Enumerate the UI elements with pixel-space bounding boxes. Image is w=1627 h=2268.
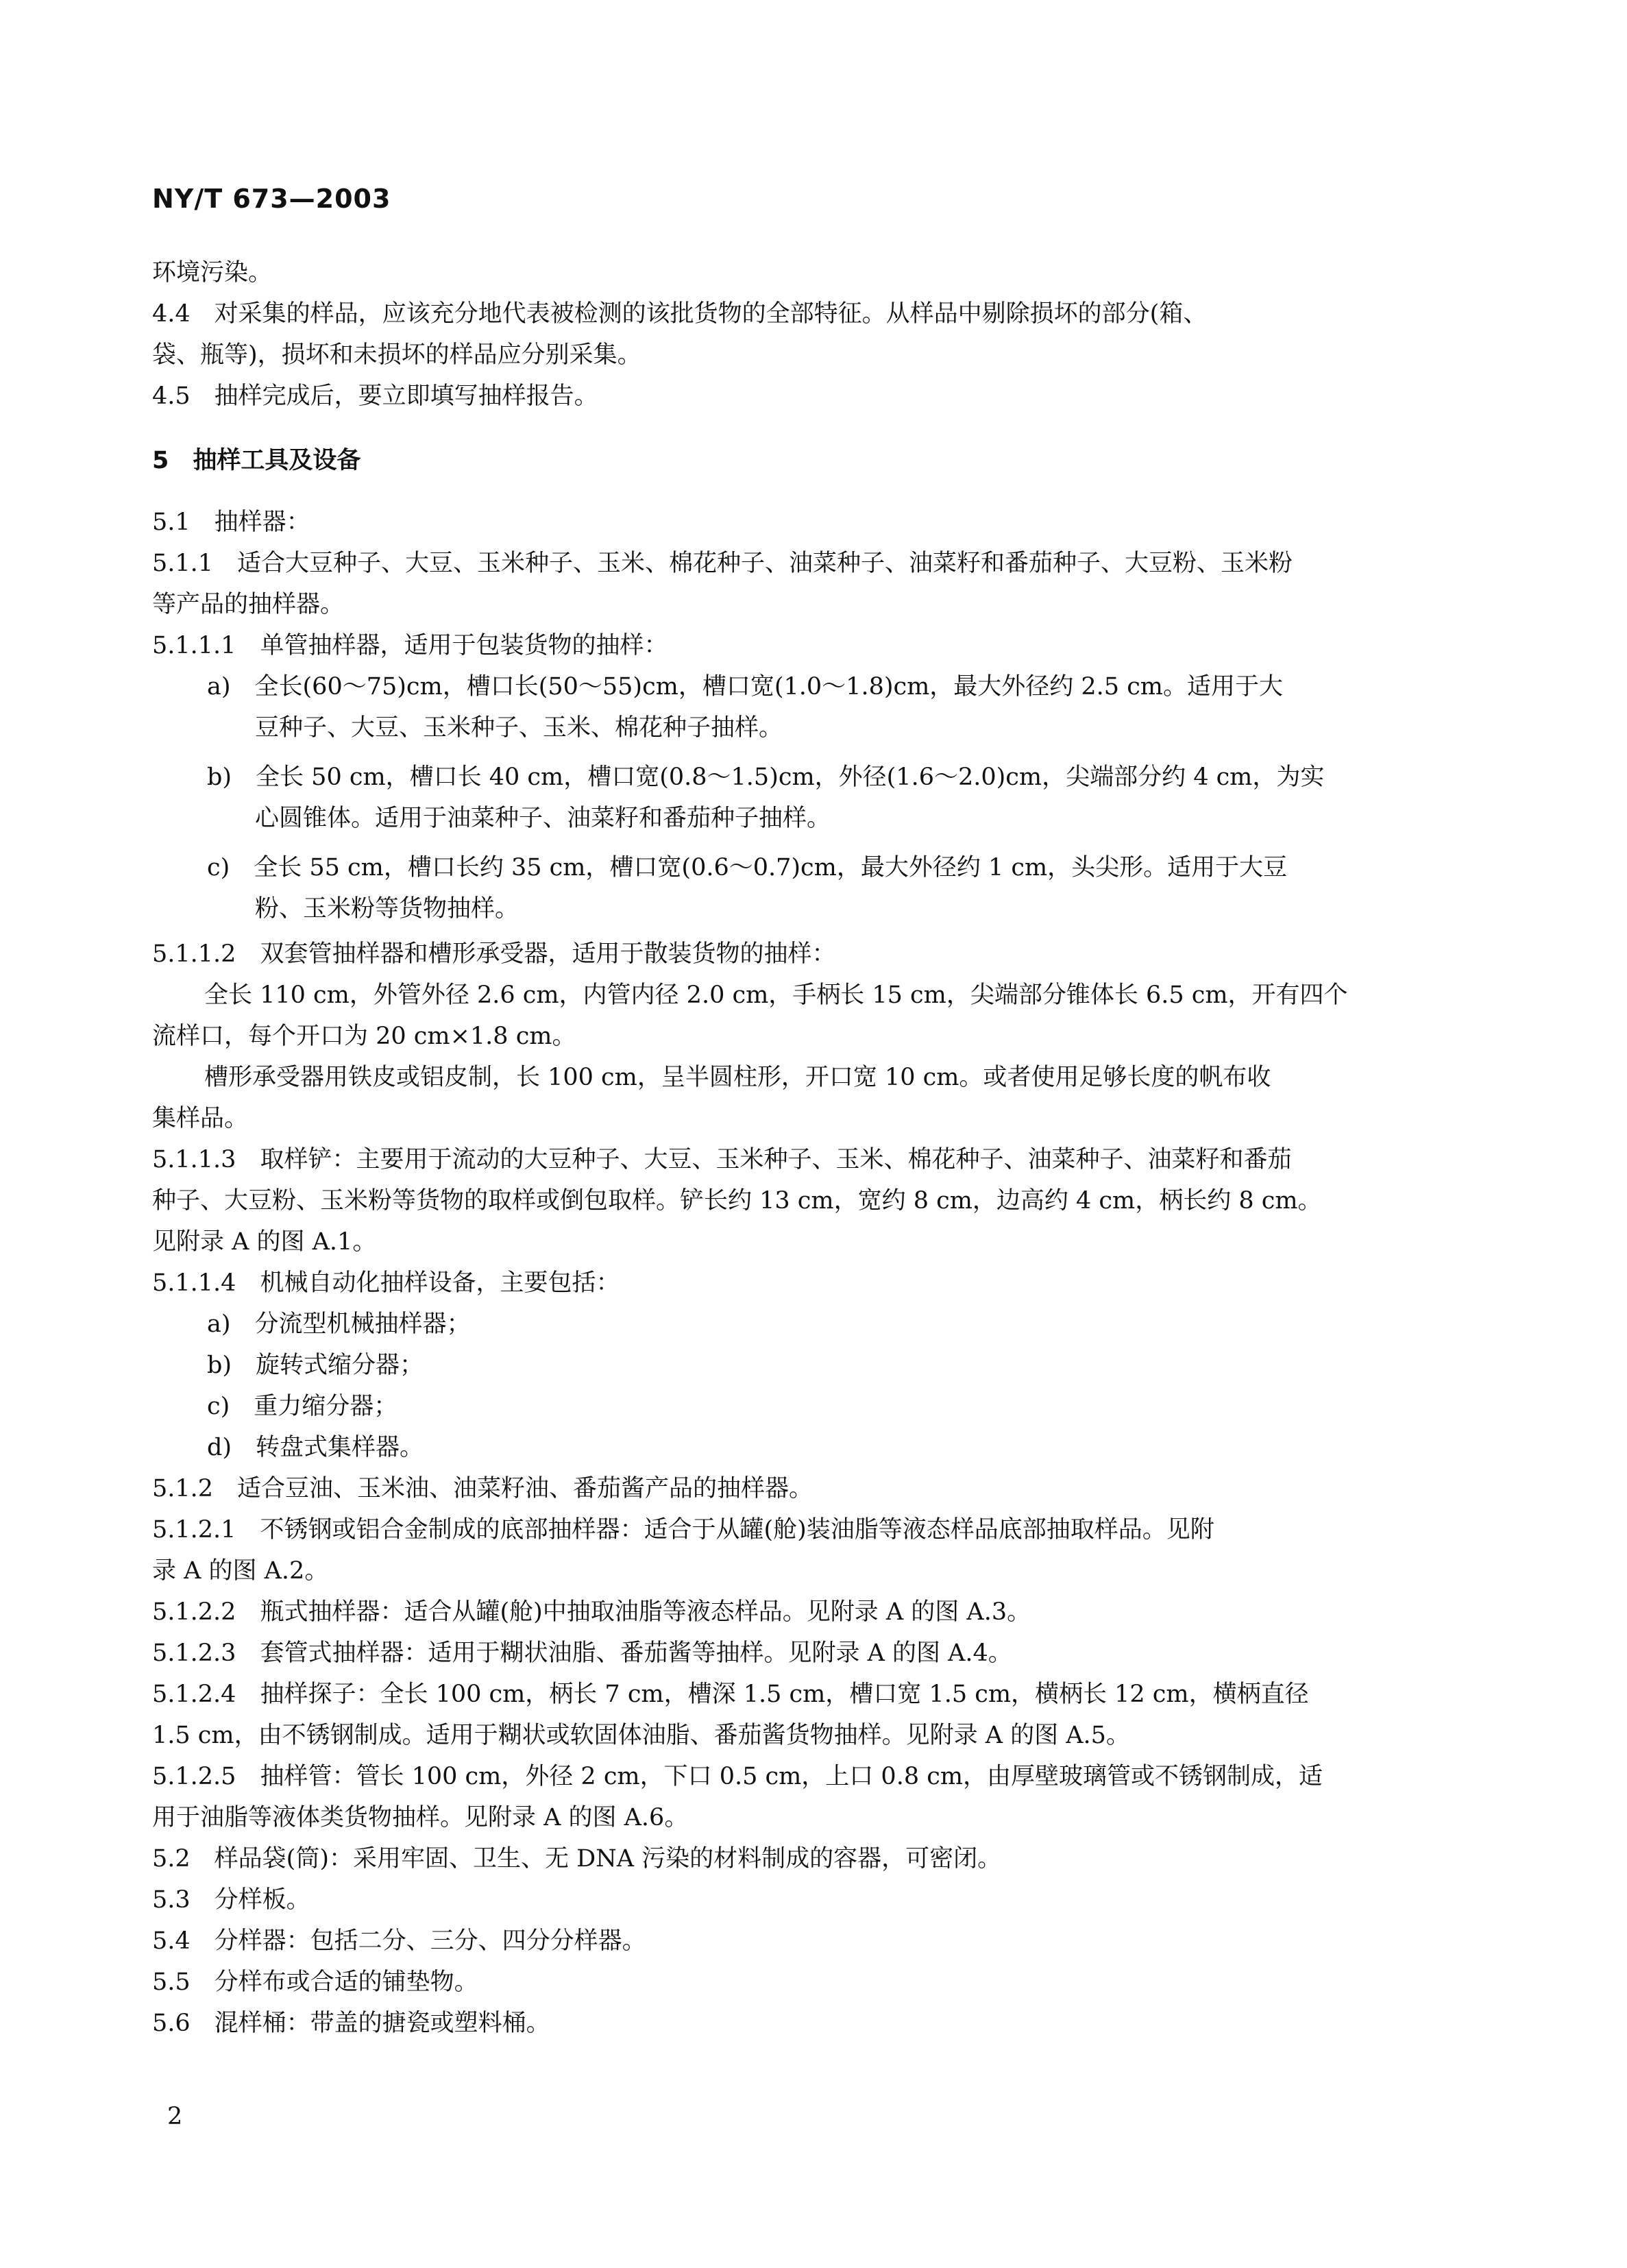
text-line: 粉、玉米粉等货物抽样。 [255, 895, 519, 923]
text-line: 4.5 抽样完成后，要立即填写抽样报告。 [152, 382, 598, 410]
list-item: a) 分流型机械抽样器； [207, 1310, 471, 1338]
text-line: 豆种子、大豆、玉米种子、玉米、棉花种子抽样。 [255, 714, 783, 742]
text-line: 5.3 分样板。 [152, 1886, 310, 1914]
text-line: 袋、瓶等)，损坏和未损坏的样品应分别采集。 [152, 341, 641, 369]
text-line: 5.1 抽样器： [152, 509, 310, 536]
text-line: 环境污染。 [152, 259, 273, 286]
list-item: c) 重力缩分器； [207, 1393, 398, 1420]
text-line: 5.2 样品袋(筒)：采用牢固、卫生、无 DNA 污染的材料制成的容器，可密闭。 [152, 1845, 1002, 1873]
text-line: 5.1.2.1 不锈钢或铝合金制成的底部抽样器：适合于从罐(舱)装油脂等液态样品底部抽取样品。见附 [152, 1516, 1214, 1544]
text-line: 5.1.1.1 单管抽样器，适用于包装货物的抽样： [152, 632, 668, 659]
text-line: 5.1.1.3 取样铲：主要用于流动的大豆种子、大豆、玉米种子、玉米、棉花种子、油菜种子、油菜籽和番茄 [152, 1146, 1292, 1173]
text-line: 5.1.1 适合大豆种子、大豆、玉米种子、玉米、棉花种子、油菜种子、油菜籽和番茄种子、大豆粉、玉米粉 [152, 550, 1293, 577]
document-number: NY/T 673—2003 [152, 184, 391, 214]
text-line: 用于油脂等液体类货物抽样。见附录 A 的图 A.6。 [152, 1804, 689, 1831]
text-line: 5.4 分样器：包括二分、三分、四分分样器。 [152, 1927, 646, 1955]
section-heading: 5 抽样工具及设备 [152, 447, 361, 474]
list-item: b) 全长 50 cm，槽口长 40 cm，槽口宽(0.8～1.5)cm，外径(1.6～2.0)cm，尖端部分约 4 cm，为实 [207, 764, 1325, 791]
text-line: 5.1.2.5 抽样管：管长 100 cm，外径 2 cm，下口 0.5 cm，上口 0.8 cm，由厚壁玻璃管或不锈钢制成，适 [152, 1763, 1323, 1790]
text-line: 全长 110 cm，外管外径 2.6 cm，内管内径 2.0 cm，手柄长 15 cm，尖端部分锥体长 6.5 cm，开有四个 [204, 981, 1348, 1009]
text-line: 见附录 A 的图 A.1。 [152, 1228, 377, 1256]
text-line: 流样口，每个开口为 20 cm×1.8 cm。 [152, 1023, 576, 1050]
text-line: 5.1.2.3 套管式抽样器：适用于糊状油脂、番茄酱等抽样。见附录 A 的图 A.4。 [152, 1639, 1012, 1667]
text-line: 4.4 对采集的样品，应该充分地代表被检测的该批货物的全部特征。从样品中剔除损坏的部分(箱、 [152, 300, 1208, 328]
text-line: 5.6 混样桶：带盖的搪瓷或塑料桶。 [152, 2010, 550, 2037]
text-line: 5.1.1.2 双套管抽样器和槽形承受器，适用于散装货物的抽样： [152, 940, 836, 968]
text-line: 5.1.2.2 瓶式抽样器：适合从罐(舱)中抽取油脂等液态样品。见附录 A 的图 A.3。 [152, 1598, 1031, 1626]
text-line: 1.5 cm，由不锈钢制成。适用于糊状或软固体油脂、番茄酱货物抽样。见附录 A 的图 A.5。 [152, 1722, 1130, 1749]
list-item: b) 旋转式缩分器； [207, 1352, 424, 1379]
text-line: 心圆锥体。适用于油菜种子、油菜籽和番茄种子抽样。 [255, 805, 831, 832]
text-line: 5.1.1.4 机械自动化抽样设备，主要包括： [152, 1269, 620, 1297]
text-line: 5.1.2 适合豆油、玉米油、油菜籽油、番茄酱产品的抽样器。 [152, 1475, 813, 1502]
text-line: 录 A 的图 A.2。 [152, 1557, 329, 1585]
list-item: c) 全长 55 cm，槽口长约 35 cm，槽口宽(0.6～0.7)cm，最大外径约 1 cm，头尖形。适用于大豆 [207, 854, 1288, 881]
text-line: 槽形承受器用铁皮或铝皮制，长 100 cm，呈半圆柱形，开口宽 10 cm。或者使用足够长度的帆布收 [204, 1064, 1271, 1091]
text-line: 5.1.2.4 抽样探子：全长 100 cm，柄长 7 cm，槽深 1.5 cm，槽口宽 1.5 cm，横柄长 12 cm，横柄直径 [152, 1681, 1309, 1708]
list-item: d) 转盘式集样器。 [207, 1434, 424, 1461]
text-line: 5.5 分样布或合适的铺垫物。 [152, 1968, 478, 1996]
text-line: 种子、大豆粉、玉米粉等货物的取样或倒包取样。铲长约 13 cm，宽约 8 cm，边高约 4 cm，柄长约 8 cm。 [152, 1187, 1322, 1215]
page-number: 2 [167, 2103, 183, 2130]
text-line: 等产品的抽样器。 [152, 591, 345, 618]
text-line: 集样品。 [152, 1105, 249, 1132]
list-item: a) 全长(60～75)cm，槽口长(50～55)cm，槽口宽(1.0～1.8)cm，最大外径约 2.5 cm。适用于大 [207, 673, 1283, 700]
